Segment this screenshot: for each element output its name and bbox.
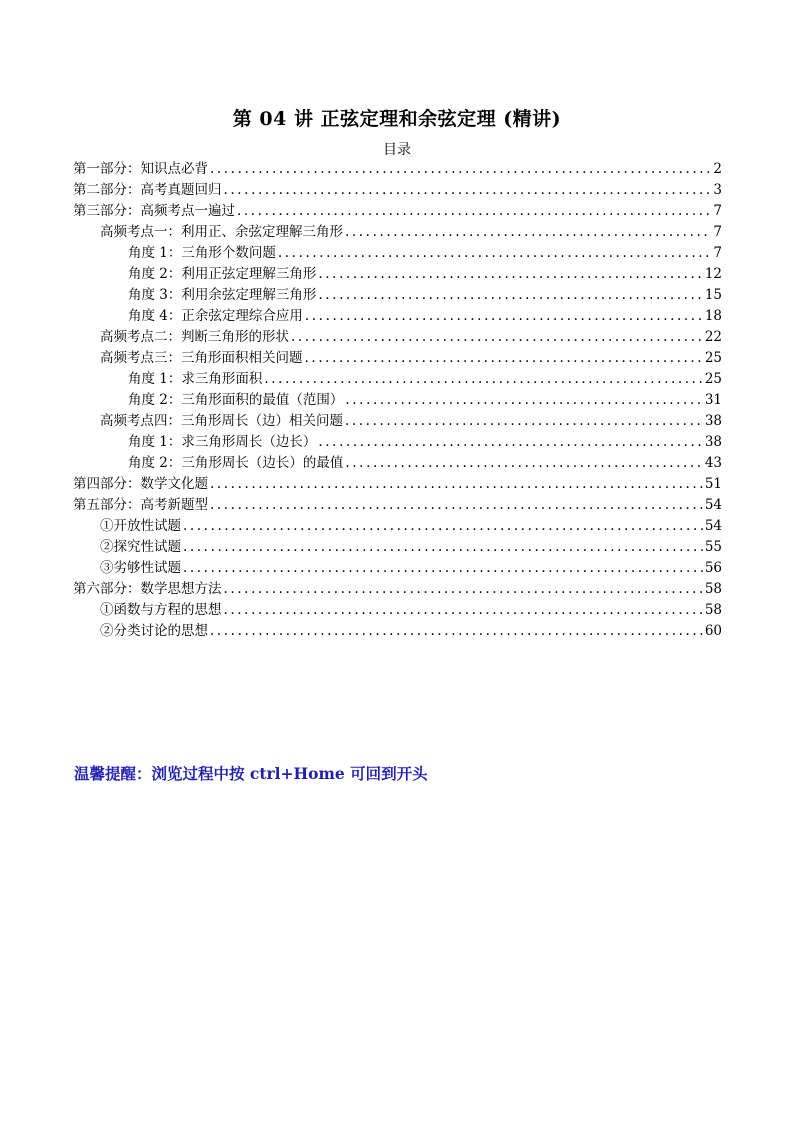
toc-entry-page-number: 7: [713, 245, 722, 261]
toc-dot-leader: [224, 180, 712, 201]
toc-entry-label: 第二部分：高考真题回归: [73, 182, 222, 198]
toc-entry[interactable]: [73, 432, 722, 453]
toc-dot-leader: [183, 537, 703, 558]
toc-entry-page-number: 25: [704, 350, 722, 366]
reminder-note: 温馨提醒：浏览过程中按 ctrl+Home 可回到开头: [74, 764, 428, 783]
toc-dot-leader: [278, 243, 712, 264]
document-title: 第 04 讲 正弦定理和余弦定理 (精讲): [232, 108, 562, 130]
toc-dot-leader: [210, 159, 711, 180]
toc-entry[interactable]: [73, 453, 722, 474]
toc-entry-label: 高频考点二：判断三角形的形状: [100, 329, 289, 345]
toc-dot-leader: [345, 453, 702, 474]
toc-entry-label: 角度 2：三角形面积的最值（范围）: [128, 392, 344, 408]
toc-entry-label: 高频考点四：三角形周长（边）相关问题: [100, 413, 343, 429]
toc-entry-page-number: 54: [704, 497, 722, 513]
toc-entry[interactable]: [73, 411, 722, 432]
toc-entry-page-number: 25: [704, 371, 722, 387]
toc-dot-leader: [305, 348, 703, 369]
toc-entry[interactable]: [73, 264, 722, 285]
toc-entry-label: ③劣够性试题: [100, 560, 181, 576]
toc-entry-page-number: 7: [713, 224, 722, 240]
toc-dot-leader: [318, 432, 702, 453]
toc-entry-label: ①开放性试题: [100, 518, 181, 534]
toc-dot-leader: [345, 411, 703, 432]
toc-dot-leader: [318, 264, 702, 285]
toc-entry-label: 第五部分：高考新题型: [73, 497, 208, 513]
toc-entry-page-number: 12: [704, 266, 722, 282]
toc-entry-page-number: 54: [704, 518, 722, 534]
toc-entry-page-number: 15: [704, 287, 722, 303]
toc-entry-label: 高频考点一：利用正、余弦定理解三角形: [100, 224, 343, 240]
toc-dot-leader: [318, 285, 702, 306]
toc-entry-label: 角度 3：利用余弦定理解三角形: [128, 287, 317, 303]
toc-dot-leader: [210, 474, 703, 495]
toc-entry-page-number: 38: [704, 434, 722, 450]
toc-entry-page-number: 2: [713, 161, 722, 177]
toc-entry-page-number: 7: [713, 203, 722, 219]
toc-entry-label: 角度 4：正余弦定理综合应用: [128, 308, 303, 324]
toc-entry-label: 角度 2：三角形周长（边长）的最值: [128, 455, 344, 471]
toc-entry-page-number: 58: [704, 602, 722, 618]
toc-dot-leader: [224, 579, 703, 600]
toc-dot-leader: [183, 516, 703, 537]
toc-entry-page-number: 31: [704, 392, 722, 408]
toc-dot-leader: [291, 327, 703, 348]
toc-entry-label: ②分类讨论的思想: [100, 623, 208, 639]
toc-entry-label: ①函数与方程的思想: [100, 602, 222, 618]
toc-entry-page-number: 55: [704, 539, 722, 555]
toc-dot-leader: [210, 621, 703, 642]
toc-entry-label: 角度 1：求三角形周长（边长）: [128, 434, 317, 450]
toc-entry-page-number: 22: [704, 329, 722, 345]
toc-entry[interactable]: [73, 369, 722, 390]
toc-entry[interactable]: [73, 285, 722, 306]
toc-entry[interactable]: [73, 348, 722, 369]
toc-entry[interactable]: [73, 222, 722, 243]
toc-entry[interactable]: [73, 495, 722, 516]
toc-entry-label: 高频考点三：三角形面积相关问题: [100, 350, 303, 366]
toc-entry-label: 角度 1：求三角形面积: [128, 371, 263, 387]
toc-entry-page-number: 18: [704, 308, 722, 324]
toc-entry[interactable]: [73, 579, 722, 600]
toc-entry-page-number: 60: [704, 623, 722, 639]
toc-entry-page-number: 56: [704, 560, 722, 576]
toc-entry[interactable]: [73, 159, 722, 180]
toc-dot-leader: [264, 369, 702, 390]
toc-entry-label: 角度 2：利用正弦定理解三角形: [128, 266, 317, 282]
toc-entry[interactable]: [73, 516, 722, 537]
table-of-contents: [73, 159, 722, 642]
toc-dot-leader: [210, 495, 703, 516]
toc-entry[interactable]: [73, 390, 722, 411]
toc-entry[interactable]: [73, 600, 722, 621]
toc-entry[interactable]: [73, 621, 722, 642]
toc-entry[interactable]: [73, 327, 722, 348]
toc-entry[interactable]: [73, 537, 722, 558]
toc-entry-label: ②探究性试题: [100, 539, 181, 555]
toc-heading: 目录: [383, 142, 411, 158]
toc-dot-leader: [345, 390, 702, 411]
toc-entry[interactable]: [73, 243, 722, 264]
toc-dot-leader: [345, 222, 711, 243]
toc-entry[interactable]: [73, 180, 722, 201]
toc-entry-label: 角度 1：三角形个数问题: [128, 245, 276, 261]
toc-dot-leader: [237, 201, 711, 222]
toc-entry[interactable]: [73, 306, 722, 327]
toc-entry[interactable]: [73, 558, 722, 579]
toc-entry-page-number: 3: [713, 182, 722, 198]
toc-dot-leader: [305, 306, 703, 327]
toc-entry-page-number: 58: [704, 581, 722, 597]
toc-entry[interactable]: [73, 201, 722, 222]
toc-entry-label: 第一部分：知识点必背: [73, 161, 208, 177]
toc-entry-label: 第四部分：数学文化题: [73, 476, 208, 492]
toc-dot-leader: [224, 600, 703, 621]
toc-entry-label: 第三部分：高频考点一遍过: [73, 203, 235, 219]
toc-entry-page-number: 51: [704, 476, 722, 492]
toc-entry[interactable]: [73, 474, 722, 495]
toc-dot-leader: [183, 558, 703, 579]
toc-entry-page-number: 38: [704, 413, 722, 429]
toc-entry-label: 第六部分：数学思想方法: [73, 581, 222, 597]
toc-entry-page-number: 43: [704, 455, 722, 471]
